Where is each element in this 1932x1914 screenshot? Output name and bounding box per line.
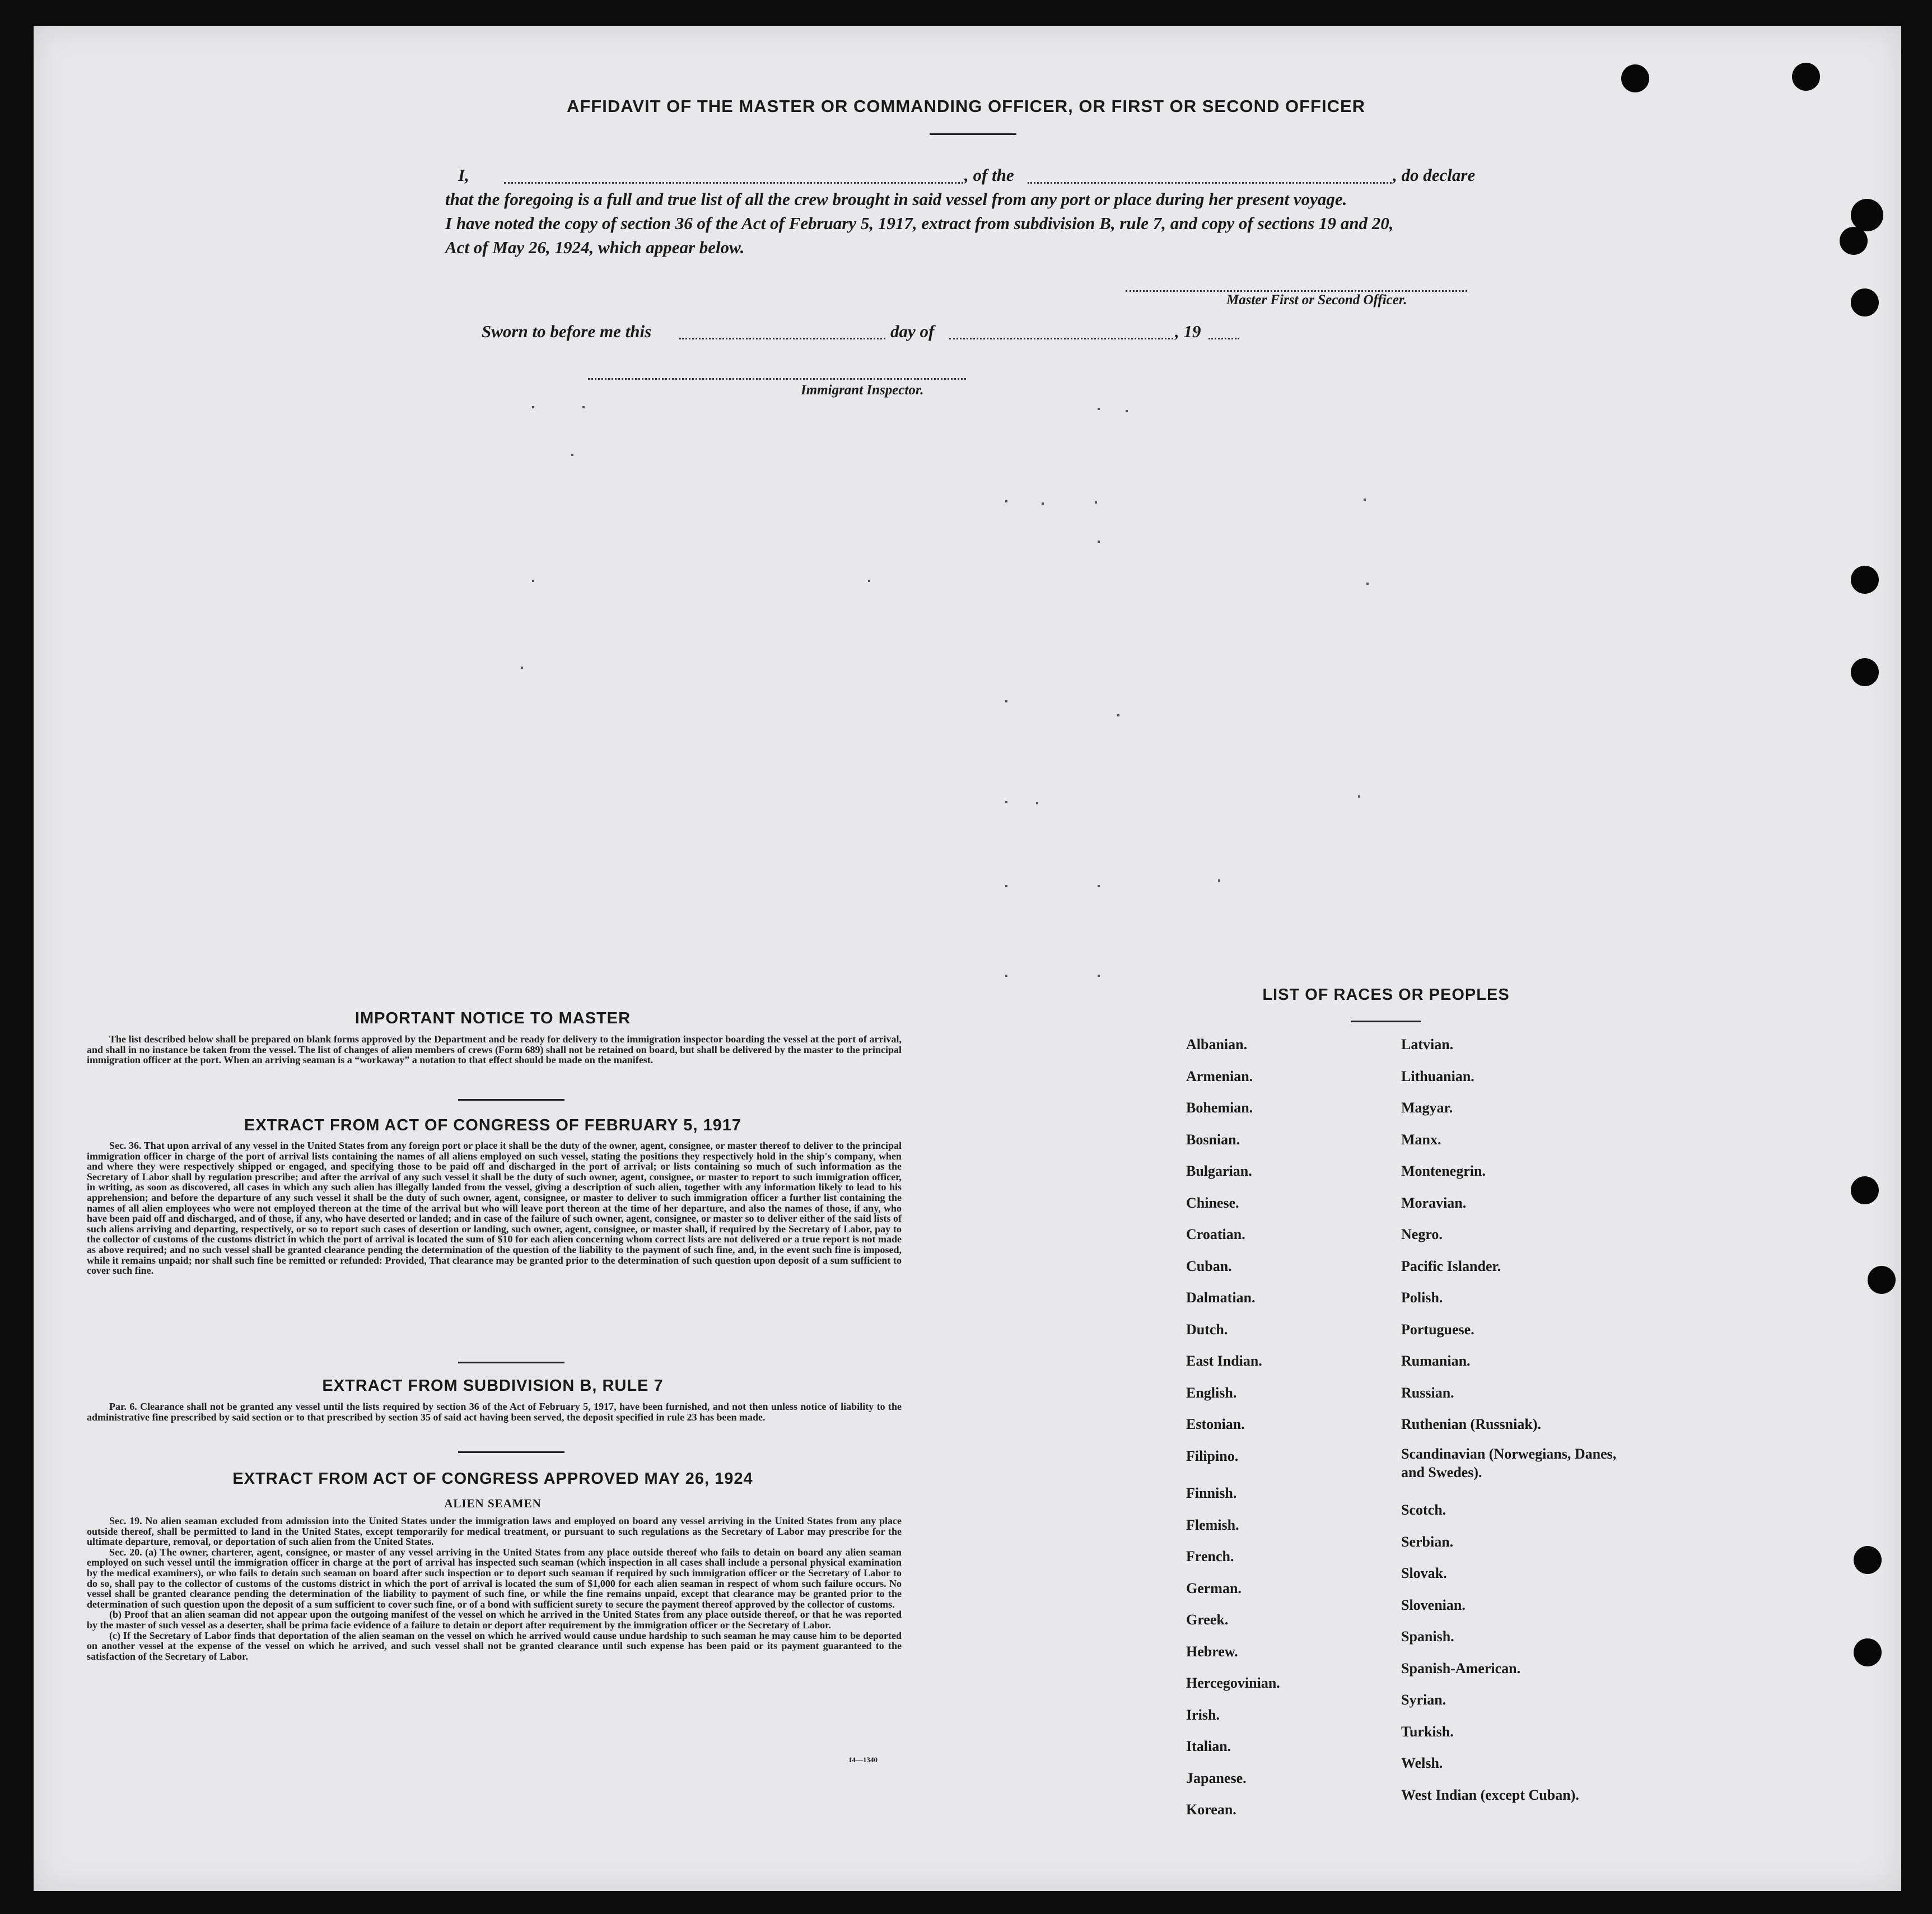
race-item: English. xyxy=(1186,1384,1237,1401)
stray-mark xyxy=(1036,802,1038,804)
punch-hole xyxy=(1851,566,1879,594)
punch-hole xyxy=(1851,1176,1879,1204)
vessel-name-field[interactable] xyxy=(1028,182,1392,184)
race-item: Italian. xyxy=(1186,1738,1231,1754)
race-item: Flemish. xyxy=(1186,1516,1239,1533)
stray-mark xyxy=(1218,879,1220,882)
stray-mark xyxy=(1005,885,1007,887)
stray-mark xyxy=(521,667,523,669)
stray-mark xyxy=(1098,885,1100,887)
race-item: Manx. xyxy=(1401,1131,1441,1148)
notice-title: IMPORTANT NOTICE TO MASTER xyxy=(354,1009,631,1027)
race-item: Greek. xyxy=(1186,1612,1229,1628)
affidavit-of-the-label: , of the xyxy=(964,165,1014,185)
stray-mark xyxy=(532,406,534,408)
sworn-year-field[interactable] xyxy=(1208,338,1239,339)
punch-hole xyxy=(1854,1546,1882,1574)
race-item: Bosnian. xyxy=(1186,1131,1240,1148)
race-item: Pacific Islander. xyxy=(1401,1258,1501,1274)
stray-mark xyxy=(1126,410,1128,412)
race-item: Montenegrin. xyxy=(1401,1163,1486,1179)
race-item: Serbian. xyxy=(1401,1533,1454,1550)
race-item: Lithuanian. xyxy=(1401,1068,1474,1084)
race-item: Filipino. xyxy=(1186,1447,1239,1464)
race-item: Bulgarian. xyxy=(1186,1163,1252,1179)
stray-mark xyxy=(1358,795,1360,798)
section-divider xyxy=(458,1099,564,1101)
race-item: Spanish. xyxy=(1401,1628,1454,1645)
stray-mark xyxy=(1095,501,1097,504)
stray-mark xyxy=(1005,801,1007,803)
stray-mark xyxy=(868,580,870,582)
race-item: Moravian. xyxy=(1401,1194,1467,1211)
sworn-month-field[interactable] xyxy=(949,338,1173,339)
extract-1917-body xyxy=(87,1140,902,1276)
affidavit-line-3: I have noted the copy of section 36 of the Act of February 5, 1917, extract from subdivision B, rule 7, and copy of sections 19 and 20, xyxy=(445,213,1394,233)
sworn-day-field[interactable] xyxy=(679,338,885,339)
stray-mark xyxy=(1005,700,1007,702)
stray-mark xyxy=(1117,714,1119,716)
race-item: Irish. xyxy=(1186,1706,1220,1723)
extract-rule7-paragraph: Par. 6. Clearance shall not be granted any vessel until the lists required by section 36 of the Act of February 5, 1917, have been furnished, and not then unless notice of liability to the administrative fine prescribed by said section or to that prescribed by section 35 of said act having been served, the deposit specified in rule 23 has been made. xyxy=(87,1401,902,1423)
race-item: Syrian. xyxy=(1401,1692,1446,1708)
race-item: Hercegovinian. xyxy=(1186,1675,1280,1691)
sec20b-paragraph: (b) Proof that an alien seaman did not appear upon the outgoing manifest of the vessel on which he arrived in the United States from any place outside thereof, or that he was reported by the master of such vessel as a deserter, shall be prima facie evidence of a failure to detain or deport after requirement by the immigration officer or the Secretary of Labor. xyxy=(87,1609,902,1631)
race-item: French. xyxy=(1186,1548,1234,1564)
punch-hole xyxy=(1851,288,1879,316)
races-title-divider xyxy=(1351,1021,1421,1022)
race-item: Dalmatian. xyxy=(1186,1289,1256,1306)
year-label: , 19 xyxy=(1175,322,1201,341)
race-item: Welsh. xyxy=(1401,1755,1443,1771)
race-item: West Indian (except Cuban). xyxy=(1401,1786,1579,1803)
stray-mark xyxy=(1364,499,1366,501)
stray-mark xyxy=(1005,975,1007,977)
inspector-label: Immigrant Inspector. xyxy=(801,383,924,398)
race-item: Finnish. xyxy=(1186,1485,1237,1501)
sec20c-paragraph: (c) If the Secretary of Labor finds that deportation of the alien seaman on the vessel on which he arrived would cause undue hardship to such seaman he may cause him to be deported on another vessel at the expense of the vessel on which he arrived, and such vessel shall not be granted clearance until such expense has been paid or its payment guaranteed to the satisfaction of the Secretary of Labor. xyxy=(87,1629,902,1662)
punch-hole xyxy=(1840,227,1868,255)
extract-1924-subtitle: ALIEN SEAMEN xyxy=(444,1497,542,1510)
race-item: Turkish. xyxy=(1401,1723,1454,1740)
notice-paragraph: The list described below shall be prepared on blank forms approved by the Department and be ready for delivery to the immigration inspector boarding the vessel at the port of arrival, and shall in no instance be taken from the vessel. The list of changes of alien members of crews (Form 689) shall not be retained on board, but shall be delivered by the master to the principal immigration officer at the port. When an arriving seaman is a “workaway” a notation to that effect should be made on the manifest. xyxy=(87,1033,902,1066)
race-item: Scandinavian (Norwegians, Danes, and Swedes). xyxy=(1401,1445,1617,1480)
race-item: Cuban. xyxy=(1186,1258,1232,1274)
stray-mark xyxy=(582,406,585,408)
race-item: Croatian. xyxy=(1186,1226,1245,1242)
affidavit-title: AFFIDAVIT OF THE MASTER OR COMMANDING OFFICER, OR FIRST OR SECOND OFFICER xyxy=(566,96,1366,116)
day-of-label: day of xyxy=(890,322,935,341)
race-item: Albanian. xyxy=(1186,1036,1248,1053)
extract-rule7-title: EXTRACT FROM SUBDIVISION B, RULE 7 xyxy=(322,1377,664,1395)
race-item: Hebrew. xyxy=(1186,1643,1238,1660)
race-item: Rumanian. xyxy=(1401,1353,1471,1369)
inspector-signature-field[interactable] xyxy=(588,378,966,380)
race-item: Slovak. xyxy=(1401,1565,1447,1581)
stray-mark xyxy=(571,454,573,456)
race-item: Estonian. xyxy=(1186,1416,1245,1432)
race-item: Magyar. xyxy=(1401,1100,1453,1116)
race-item: Japanese. xyxy=(1186,1769,1247,1786)
stray-mark xyxy=(1098,408,1100,410)
extract-1924-title: EXTRACT FROM ACT OF CONGRESS APPROVED MAY 26, 1924 xyxy=(232,1470,753,1488)
punch-hole xyxy=(1854,1638,1882,1666)
extract-1924-body xyxy=(87,1516,902,1661)
punch-hole xyxy=(1851,658,1879,686)
stray-mark xyxy=(1366,583,1369,585)
sec20a-paragraph: Sec. 20. (a) The owner, charterer, agent, consignee, or master of any vessel arriving in the United States from any place outside thereof who fails to detain on board any alien seaman employed on such vessel until the immigration officer in charge at the port of arrival has inspected such seaman (which inspection in all cases shall include a personal physical examination by the medical examiners), or who fails to detain such seaman on board after such inspection or to deport such seaman if required by such immigration officer or the Secretary of Labor to do so, shall pay to the collector of customs of the customs district in which the port of arrival is located the sum of $1,000 for each alien seaman in respect of whom such failure occurs. No vessel shall be granted clearance pending the determination of the liability to payment of such fine, or while the fine remains unpaid, except that clearance may be granted prior to the determination of such question upon the deposit of a sum sufficient to cover such fine, or of a bond with sufficient surety to secure the payment thereof approved by the collector of customs. xyxy=(87,1546,902,1610)
master-signature-field[interactable] xyxy=(1126,290,1467,292)
race-item: Negro. xyxy=(1401,1226,1443,1242)
race-item: Chinese. xyxy=(1186,1194,1239,1211)
race-item: Portuguese. xyxy=(1401,1321,1474,1338)
master-name-field[interactable] xyxy=(504,182,963,184)
notice-body xyxy=(87,1034,902,1065)
race-item: Bohemian. xyxy=(1186,1100,1253,1116)
extract-1917-title: EXTRACT FROM ACT OF CONGRESS OF FEBRUARY 5, 1917 xyxy=(244,1116,742,1134)
race-item: Dutch. xyxy=(1186,1321,1228,1338)
race-item: Polish. xyxy=(1401,1289,1443,1306)
race-item: Scotch. xyxy=(1401,1502,1446,1518)
section-divider xyxy=(458,1451,564,1453)
affidavit-i-label: I, xyxy=(458,165,469,185)
section-divider xyxy=(458,1362,564,1363)
title-divider xyxy=(930,133,1016,135)
race-item: Ruthenian (Russniak). xyxy=(1401,1416,1541,1432)
punch-hole xyxy=(1792,63,1820,91)
affidavit-line-4: Act of May 26, 1924, which appear below. xyxy=(445,237,745,257)
sec19-paragraph: Sec. 19. No alien seaman excluded from admission into the United States under the immigration laws and employed on board any vessel arriving in the United States from any place outside thereof, shall be permitted to land in the United States, except temporarily for medical treatment, or pursuant to such regulations as the Secretary of Labor may prescribe for the ultimate departure, removal, or deportation of such alien from the United States. xyxy=(87,1515,902,1548)
race-item: Russian. xyxy=(1401,1384,1454,1401)
race-item: East Indian. xyxy=(1186,1353,1262,1369)
race-item: Korean. xyxy=(1186,1801,1236,1818)
stray-mark xyxy=(1042,502,1044,505)
race-item: German. xyxy=(1186,1580,1242,1596)
race-item: Slovenian. xyxy=(1401,1596,1466,1613)
stray-mark xyxy=(1098,975,1100,977)
punch-hole xyxy=(1868,1266,1896,1294)
race-item: Armenian. xyxy=(1186,1068,1253,1084)
stray-mark xyxy=(1005,500,1007,502)
stray-mark xyxy=(532,580,534,582)
extract-1917-paragraph: Sec. 36. That upon arrival of any vessel in the United States from any foreign port or place it shall be the duty of the owner, agent, consignee, or master thereof to deliver to the principal immigration officer in charge of the port of arrival lists containing the names of all aliens employed on such vessel, stating the positions they respectively hold in the ship's company, when and where they were respectively shipped or engaged, and specifying those to be paid off and discharged in the port of arrival; or lists containing so much of such information as the Secretary of Labor shall by regulation prescribe; and after the arrival of any such vessel it shall be the duty of such owner, agent, consignee, or master to report to such immigration officer, in writing, as soon as discovered, all cases in which any such alien has illegally landed from the vessel, giving a description of such alien, together with any information likely to lead to his apprehension; and before the departure of any such vessel it shall be the duty of such owner, agent, consignee, or master to deliver to such immigration officer a further list containing the names of all alien employees who were not employed thereon at the time of the arrival but who will leave port thereon at the time of her departure, and also the names of those, if any, who have been paid off and discharged, and of those, if any, who have deserted or landed; and in case of the failure of such owner, agent, consignee, or master so to deliver either of the said lists of such aliens arriving and departing, respectively, or so to report such cases of desertion or landing, such owner, agent, consignee, or master shall, if required by the Secretary of Labor, pay to the collector of customs of the customs district in which the port of arrival is located the sum of $10 for each alien concerning whom correct lists are not delivered or a true report is not made as above required; and no such vessel shall be granted clearance pending the determination of the question of the liability to the payment of such fine, and, in the event such fine is imposed, while it remains unpaid; nor shall such fine be remitted or refunded: Provided, That clearance may be granted prior to the determination of such question upon deposit of a sum sufficient to cover such fine. xyxy=(87,1140,902,1277)
race-item: Latvian. xyxy=(1401,1036,1454,1053)
race-item: Spanish-American. xyxy=(1401,1660,1521,1677)
extract-rule7-body xyxy=(87,1401,902,1422)
stray-mark xyxy=(1098,541,1100,543)
punch-hole xyxy=(1621,64,1649,92)
races-title: LIST OF RACES OR PEOPLES xyxy=(1262,986,1510,1004)
sworn-label: Sworn to before me this xyxy=(482,322,652,341)
master-signature-label: Master First or Second Officer. xyxy=(1226,292,1407,308)
affidavit-declare-label: , do declare xyxy=(1393,165,1476,185)
form-number: 14—1340 xyxy=(848,1755,878,1764)
affidavit-line-2: that the foregoing is a full and true list of all the crew brought in said vessel from any port or place during her present voyage. xyxy=(445,189,1347,209)
